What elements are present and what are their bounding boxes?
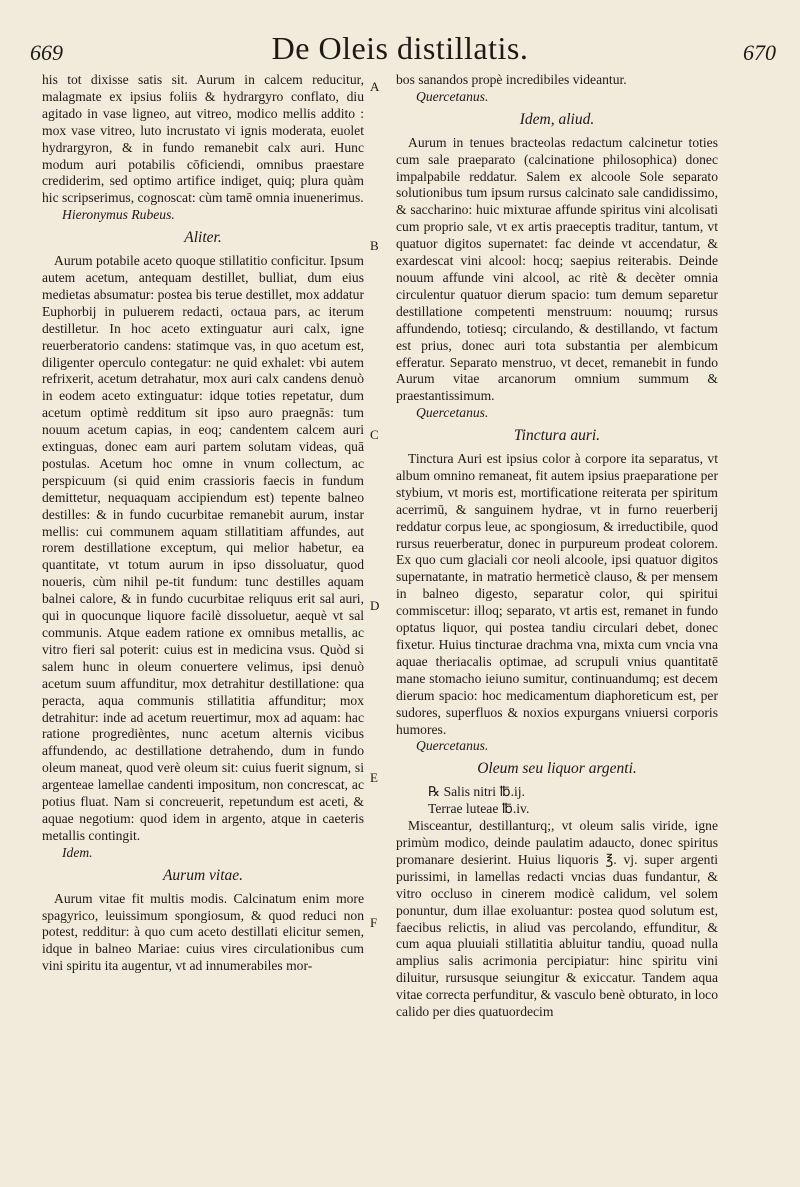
section-heading-oleum-argenti: Oleum seu liquor argenti. [477,760,637,778]
recipe-ingredient: ℞ Salis nitri ℔.ij. [428,784,525,800]
author-attribution: Idem. [62,844,93,860]
paragraph-bracteolae: Aurum in tenues bracteolas redactum calcinetur toties cum sale praeparato (calcinatione philosophica) donec impalpabile reddatur. Salem ex alcoole Sole separato solutionibus tum ipsum rursus calcinato sale candidissimo, & saccharino: huic mixturae affunde spiritus vini alcolisati cum proprio sale, vt ex artis praeceptis traditur, tantum, vt quatuor digitos supernatet: fac deinde vt accendatur, & exardescat vini alcool: hocq; saepius reiterabis. Deinde nouum affunde vini alcool, ac ritè & decèter omnia circulentur quatuor dierum spacio: tum demum separetur destillatione competenti menstruum: nouumq; rursus affundendo, totiesq; circulando, & destillando, vt factum est prius, donec auri tota substantia per alembicum efferatur. Separato menstruo, vt decet, remanebit in fundo Aurum vitae arcanorum omnium summum & praestantissimum. [396,134,718,404]
author-attribution: Quercetanus. [416,88,489,104]
left-column [42,72,364,975]
running-title: De Oleis distillatis. [271,30,529,66]
recipe-ingredient: Terrae luteae ℔.iv. [428,801,530,817]
page-number-right: 670 [743,40,776,65]
author-attribution: Hieronymus Rubeus. [62,207,175,223]
paragraph-oleum-argenti: Misceantur, destillanturq;, vt oleum salis viride, igne primùm modico, deinde paulatim adaucto, donec spiritus promanare desierint. Huius liquoris ℥. vj. super argenti purissimi, in lamellas redacti vncias duas fundantur, & vitro occluso in cinerem modicè calidum, vel solem ponuntur, dum illae exoluantur: postea quod solutum est, faecibus relictis, in aliud vas percolando, effunditur, & cum aqua pluuiali stillatitia abluitur tandiu, quoad nulla amplius salis acrimonia percipiatur: hinc spiritu vini diluitur, rursusque seiungitur & exiccatur. Tandem aqua vitae correcta perfunditur, & vasculo benè obturato, in loco calido per dies quatuordecim [396,818,718,1020]
margin-letter-b: B [370,238,379,253]
section-heading-aliter: Aliter. [184,229,222,247]
margin-letter-e: E [370,770,378,785]
paragraph-aurum-vitae: Aurum vitae fit multis modis. Calcinatum enim more spagyrico, leuissimum spongiosum, & quod reduci non potest, redditur: à quo cum aceto destillati elicitur semen, idque in balneo Mariae: cuius vires circulationibus cum vini spiritu ita augentur, vt ad innumerabiles mor- [42,890,364,974]
section-heading-idem-aliud: Idem, aliud. [519,110,595,128]
margin-letter-a: A [370,79,380,94]
recipe-block [396,784,718,818]
right-column [396,72,718,1021]
margin-letter-c: C [370,427,379,442]
paragraph-intro: his tot dixisse satis sit. Aurum in calcem reducitur, malagmate ex ipsius foliis & hydrargyro conflato, diu agitado in vase ligneo, aut vitreo, modico mellis addito : mox vase vitreo, luto incrustato vi ignis moderata, euolet hydrargyron, & in fundo remanebit calx auri. Hunc modum auri potabilis cōficiendi, omnibus praestare crediderim, sed optimo artifice indiget, quiq; plura quàm hic scripserimus, cognoscat: cùm tamē omnia inuenerimus. [42,72,364,206]
section-heading-tinctura-auri: Tinctura auri. [513,427,601,445]
paragraph-tinctura: Tinctura Auri est ipsius color à corpore ita separatus, vt album omnino remaneat, fit autem ipsius praeparatione per stybium, vt moris est, mortificatione reiterata per spiritum acerrimū, & sanguinem hydrae, vt in furno reuerberij reddatur corpus leue, ac spongiosum, & irreductibile, quod rursus reuerberatur, donec in purpureum prodeat colorem. Ex quo cum glaciali cor neoli alcoole, ipsi quatuor digitos supernatante, in matratio hermeticè clauso, & per mensem in balneo digesto, separatur color, qui spiritui commiscetur: illoq; separato, vt artis est, remanet in fundo optatus liquor, qui postea tandiu circulari debet, donec fixetur. Huius tincturae drachma vna, mixta cum vncia vna aquae theriacalis optimae, ad scrupuli vnius quantitatē mane stomacho ieiuno sumitur, continuandumq; est decem dierum spacio: hoc medicamentum diaphoreticum est, per sudores, superfluos & noxios expurgans vniuersi corporis humores. [396,451,718,737]
paragraph-continuation: bos sanandos propè incredibiles videantur. [396,72,627,87]
page-number-left: 669 [30,40,63,65]
author-attribution: Quercetanus. [416,405,489,421]
margin-letter-f: F [370,915,378,930]
margin-letter-d: D [370,598,380,613]
paragraph-aurum-potabile: Aurum potabile aceto quoque stillatitio conficitur. Ipsum autem acetum, antequam destillet, bulliat, dum eius medietas absumatur: postea bis terue destillet, mox addatur Euphorbij in puluerem redacti, octaua pars, ac iterum destilletur. In hoc aceto extinguatur auri calx, igne reuerberatorio candens: statimque vas, in quo acetum est, diligenter operculo contegatur: ne quid exhalet: vbi autem refrixerit, acetum detrahatur, mox auri calx candens denuò in eodem aceto extinguatur: idque toties repetatur, dum acetum optimè redditum sit ipso auro praegnās: tum nouum acetum capias, in eoq; candentem calcem auri extinguas, donec eam auri partem solutam videas, quā postulas. Acetum hoc omne in vnum collectum, ac perspicuum (si quid enim crassioris faecis in fundum demittetur, nequaquam accipiendum est) tepente balneo destilles: & in fundo cucurbitae remanebit aurum, instar mellis: cui communem aquam stillatitiam affundes, aut rorem destillatione exceptum, qui melior habetur, ea quantitate, vt totum aurum in ipso dissoluatur, quod noueris, cùm nihil pe-tit fundum: tunc destilles aquam balnei calore, & in fundo cucurbitae reliquus erit sal auri, qui in quocunque liquore facilè dissoluetur, aequè vt sal communis. Atque eadem ratione ex omnibus metallis, ac vitro fieri sal poterit: cuius est in medicina vsus. Quòd si salem hunc in oleum conuertere velimus, ipsi denuò acetum suum affunditur, mox detrahitur destillatione: qua peracta, aqua communis stillatitia affunditur; mox detrahitur: inde ad acetum reuertimur, mox ad aquam: hac ratione progredièntes, nunc acetum alternis vicibus affundendo, ac destillatione detrahendo, dum in fundo oleum maneat, quod verè oleum sit: cuius fuerit signum, si argenteae lamellae candenti impositum, non concrescat, ac potius fluat. Nam si concreuerit, repetundum est aceti, & aquae negotium: quod idem in argento, atque in caeteris metallis contingit. [42,253,364,843]
author-attribution: Quercetanus. [416,738,489,754]
section-heading-aurum-vitae: Aurum vitae. [162,866,244,884]
